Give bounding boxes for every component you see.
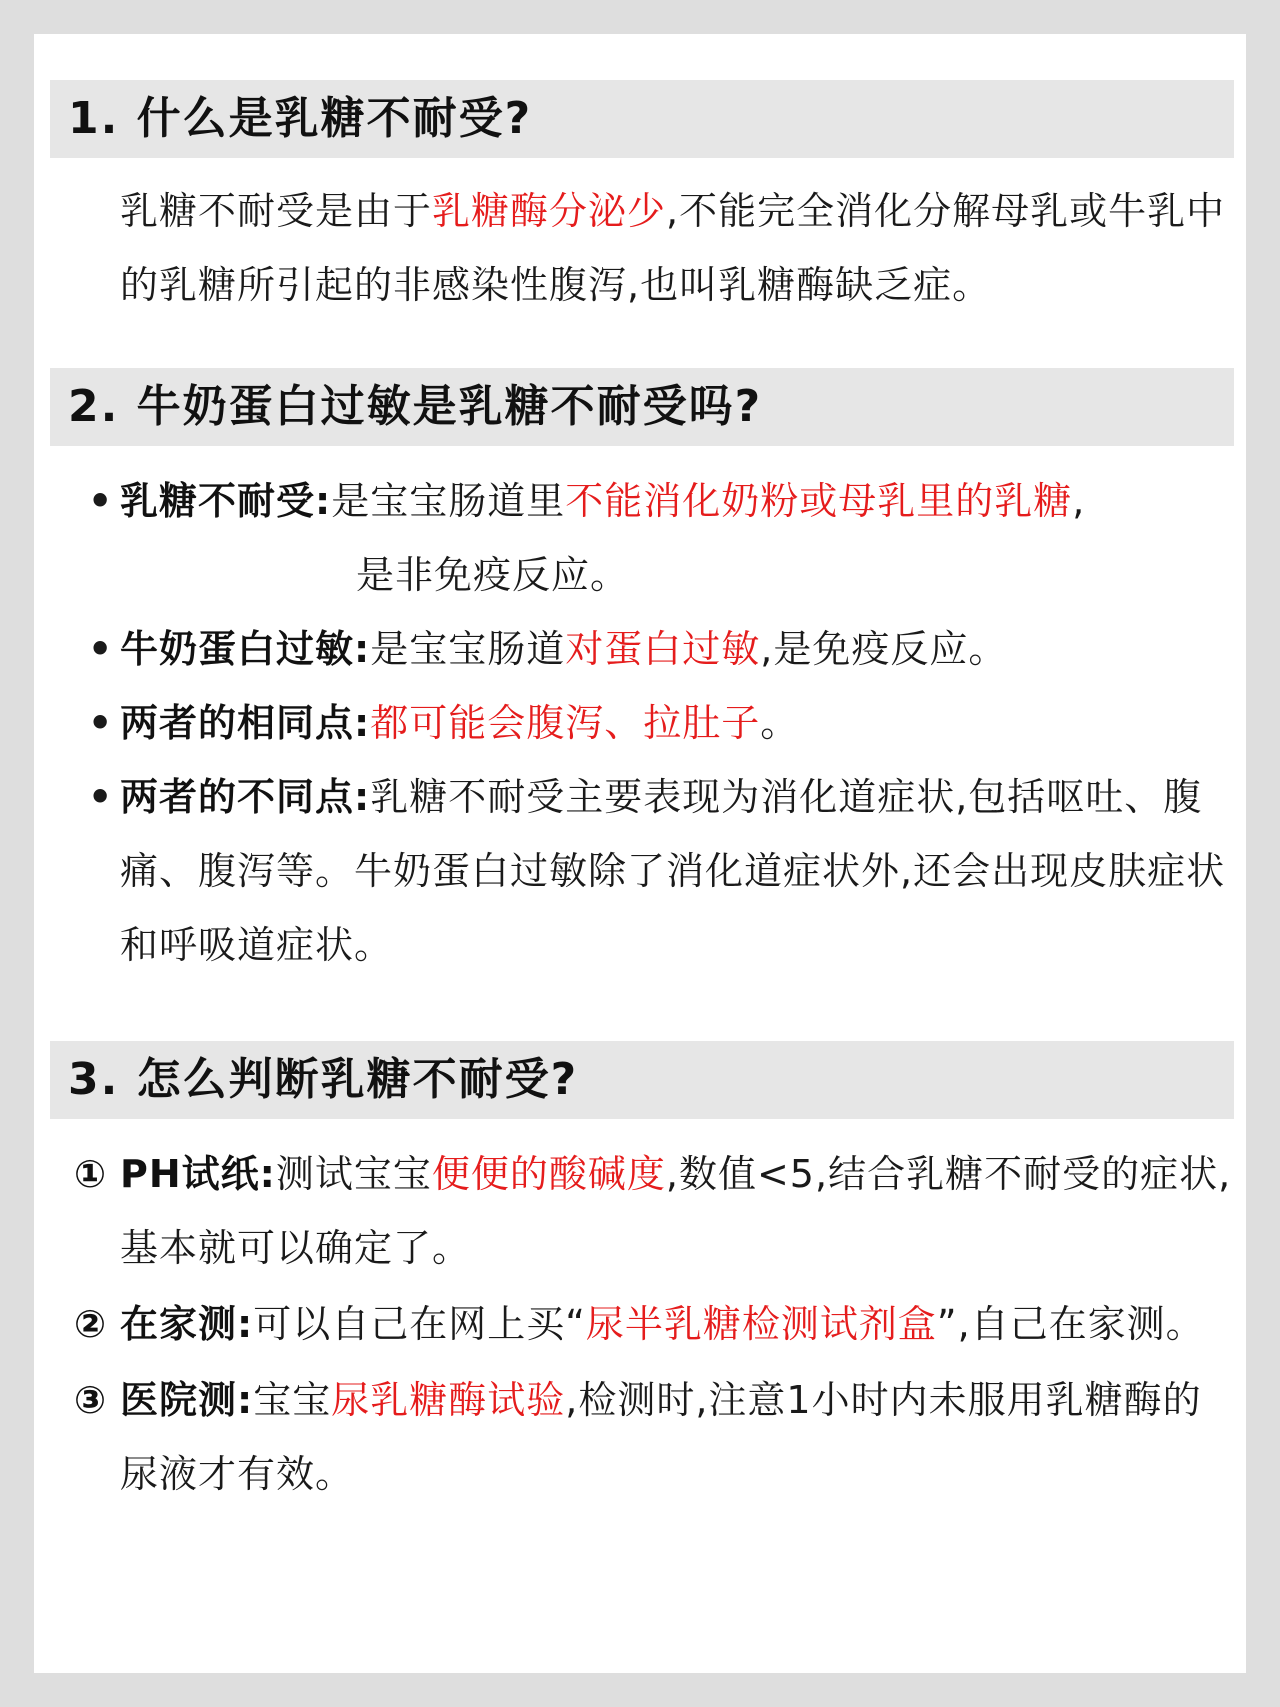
bullet-label: 牛奶蛋白过敏: xyxy=(120,627,371,671)
bullet-dot: • xyxy=(88,701,114,745)
item-text: 可以自己在网上买“ xyxy=(253,1302,586,1346)
bullet-continuation: 是非免疫反应。 xyxy=(356,553,630,597)
method-home-test xyxy=(74,1287,1234,1361)
section-1-highlight: 乳糖酶分泌少 xyxy=(432,189,667,233)
bullet-dot: • xyxy=(88,627,114,671)
bullet-label: 乳糖不耐受: xyxy=(120,479,332,523)
section-3-heading: 3. 怎么判断乳糖不耐受? xyxy=(50,1041,1234,1119)
item-text-end: ,数值<5,结合乳糖不耐受的症状,基本就可以确定了。 xyxy=(120,1152,1232,1270)
bullet-text-end: , xyxy=(1072,479,1086,523)
section-2-bullet-list xyxy=(88,464,1238,982)
bullet-text: 乳糖不耐受主要表现为消化道症状,包括呕吐、腹痛、腹泻等。牛奶蛋白过敏除了消化道症状外,还会出现皮肤症状和呼吸道症状。 xyxy=(120,775,1226,967)
bullet-dot: • xyxy=(88,775,114,819)
item-number: ③ xyxy=(74,1378,108,1422)
bullet-label: 两者的相同点: xyxy=(120,701,371,745)
section-1-text-1: 乳糖不耐受是由于 xyxy=(120,189,433,233)
item-highlight: 尿乳糖酶试验 xyxy=(331,1378,566,1422)
item-text: 宝宝 xyxy=(253,1378,332,1422)
method-ph-paper xyxy=(74,1137,1234,1285)
item-highlight: 尿半乳糖检测试剂盒 xyxy=(585,1302,937,1346)
bullet-highlight: 不能消化奶粉或母乳里的乳糖 xyxy=(565,479,1073,523)
bullet-differences xyxy=(88,760,1238,982)
bullet-label: 两者的不同点: xyxy=(120,775,371,819)
bullet-dot: • xyxy=(88,479,114,523)
item-label: PH试纸: xyxy=(120,1152,276,1196)
item-label: 医院测: xyxy=(120,1378,254,1422)
section-3-method-list xyxy=(74,1137,1234,1511)
bullet-milk-protein-allergy xyxy=(88,612,1238,686)
bullet-highlight: 对蛋白过敏 xyxy=(565,627,761,671)
item-number: ② xyxy=(74,1302,108,1346)
bullet-text: 是宝宝肠道里 xyxy=(331,479,566,523)
item-text: 测试宝宝 xyxy=(275,1152,432,1196)
bullet-highlight: 都可能会腹泻、拉肚子 xyxy=(370,701,761,745)
item-highlight: 便便的酸碱度 xyxy=(431,1152,666,1196)
section-1-text-2: ,不能完全消化分解母乳或牛乳中的乳糖所引起的非感染性腹泻,也叫乳糖酶缺乏症。 xyxy=(120,189,1226,307)
item-text-end: ”,自己在家测。 xyxy=(936,1302,1205,1346)
item-text-end: ,检测时,注意1小时内未服用乳糖酶的尿液才有效。 xyxy=(120,1378,1202,1496)
item-number: ① xyxy=(74,1152,108,1196)
content-card xyxy=(34,34,1246,1673)
section-1-heading: 1. 什么是乳糖不耐受? xyxy=(50,80,1234,158)
item-label: 在家测: xyxy=(120,1302,254,1346)
method-hospital-test xyxy=(74,1363,1234,1511)
bullet-text-end: ,是免疫反应。 xyxy=(760,627,1008,671)
section-1-paragraph xyxy=(120,174,1230,322)
bullet-text-end: 。 xyxy=(760,701,800,745)
bullet-lactose-intolerance xyxy=(88,464,1238,612)
bullet-similarities xyxy=(88,686,1238,760)
bullet-text: 是宝宝肠道 xyxy=(370,627,566,671)
section-2-heading: 2. 牛奶蛋白过敏是乳糖不耐受吗? xyxy=(50,368,1234,446)
